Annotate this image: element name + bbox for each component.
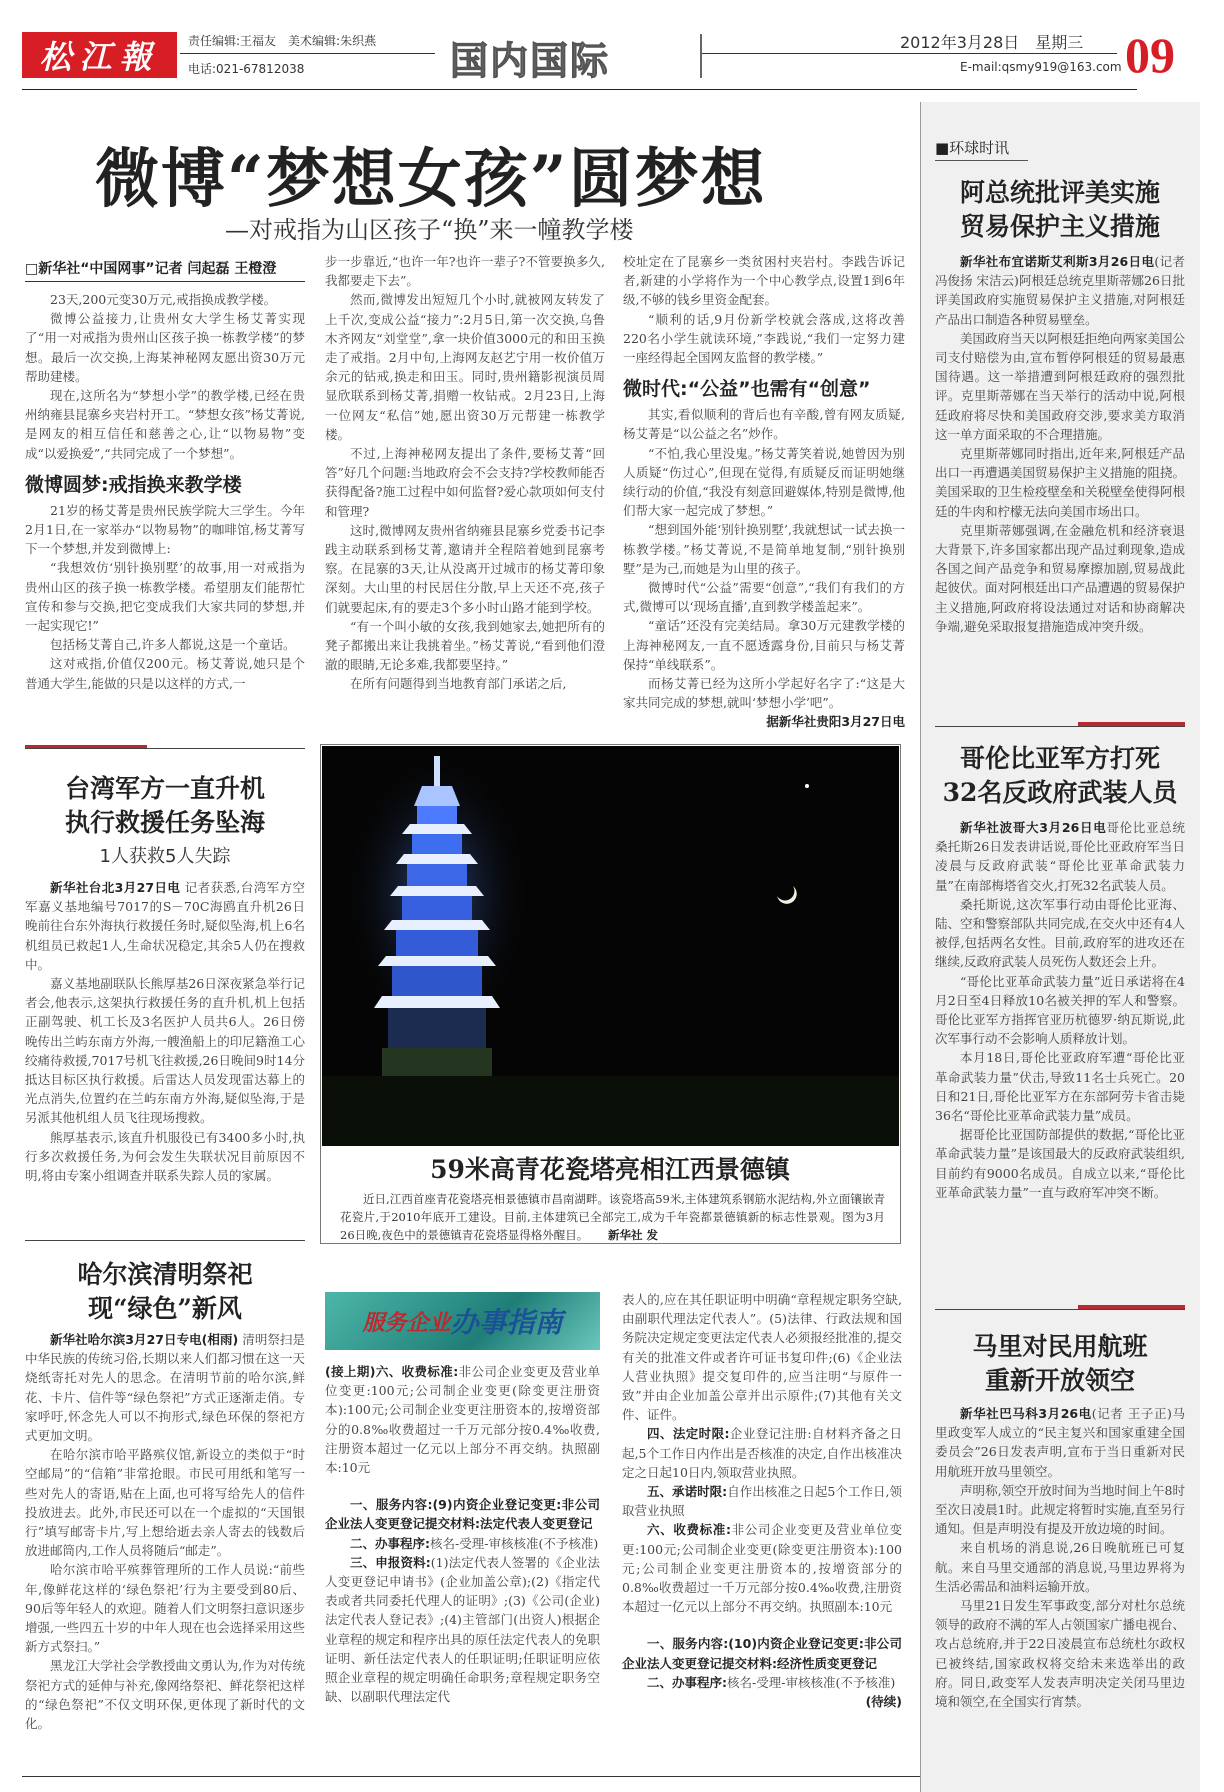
header-divider (180, 53, 435, 54)
story-divider (25, 1240, 305, 1241)
paragraph: 据哥伦比亚国防部提供的数据,“哥伦比亚革命武装力量”是该国最大的反政府武装组织,目前约有9000名成员。自成立以来,“哥伦比亚革命武装力量”一直与政府军冲突不断。 (935, 1127, 1185, 1200)
paragraph: 这对戒指,价值仅200元。杨艾菁说,她只是个普通大学生,能做的只是以这样的方式,一 (25, 656, 305, 691)
service-guide-banner (325, 1292, 600, 1350)
paragraph-text: (记者 冯俊扬 宋洁云)阿根廷总统克里斯蒂娜26日批评美国政府实施贸易保护主义措施,对阿根廷产品出口制造各种贸易壁垒。 (935, 254, 1185, 327)
guide-text: 非公司企业变更及营业单位变更:100元;公司制企业变更(除变更注册资本):100元;公司制企业变更注册资本的,按增资部分的0.8‰收费超过一千万元部分按0.4‰收费,注册资本超过一亿元以上部分不再交纳。执照副本:10元 (622, 1522, 902, 1615)
headline-line: 马里对民用航班 (972, 1332, 1148, 1361)
headline-line: 台湾军方一直升机 (64, 774, 265, 803)
paragraph: 现在,这所名为“梦想小学”的教学楼,已经在贵州纳雍县昆寨乡夹岩村开工。“梦想女孩”杨艾菁说,是网友的相互信任和慈善之心,让“以物易物”变成“以爱换爱”,“共同完成了一个梦想”。 (25, 388, 305, 461)
page-number: 09 (1125, 27, 1175, 83)
pagoda-photo (322, 746, 899, 1146)
argentina-headline (935, 176, 1185, 244)
paragraph: 黑龙江大学社会学教授曲文勇认为,作为对传统祭祀方式的延伸与补充,像网络祭祀、鲜花祭祀这样的“绿色祭祀”不仅文明环保,更体现了新时代的文化。 (25, 1658, 305, 1732)
argentina-body (935, 252, 1185, 636)
taiwan-headline (25, 772, 305, 840)
taiwan-body (25, 878, 305, 1185)
story-divider (25, 748, 305, 749)
guide-item (325, 1495, 600, 1533)
paragraph: 熊厚基表示,该直升机服役已有3400多小时,执行多次救援任务,为何会发生失联状况目前原因不明,将由专案小组调查并联系失踪人员的家属。 (25, 1129, 305, 1184)
paragraph: 桑托斯说,这次军事行动由哥伦比亚海、陆、空和警察部队共同完成,在交火中还有4人被俘,包括两名女性。目前,政府军的进攻还在继续,反政府武装人员死伤人数还会上升。 (935, 896, 1185, 970)
dateline: 新华社巴马科3月26电 (960, 1406, 1092, 1421)
photo-caption (340, 1190, 885, 1244)
paragraph: 美国政府当天以阿根廷拒绝向两家美国公司支付赔偿为由,宣布暂停阿根廷的贸易最惠国待遇。这一举措遭到阿根廷政府的强烈批评。克里斯蒂娜在当天举行的活动中说,阿根廷政府将尽快和美国政府交涉,要求美方取消这一单方面采取的不合理措施。 (935, 330, 1186, 442)
lead-subhead: —对戒指为山区孩子“换”来一幢教学楼 (225, 216, 634, 244)
paragraph: “我想效仿‘别针换别墅’的故事,用一对戒指为贵州山区的孩子换一栋教学楼。希望朋友们能帮忙宣传和参与交换,把它变成我们大家共同的梦想,并一起实现它!” (25, 560, 305, 634)
guide-label: 五、承诺时限: (647, 1484, 728, 1500)
paragraph: 声明称,领空开放时间为当地时间上午8时至次日凌晨1时。此规定将暂时实施,直至另行通知。但是声明没有提及开放边境的时间。 (935, 1482, 1185, 1537)
lead-byline: □新华社“中国网事”记者 闫起磊 王橙澄 (25, 258, 305, 282)
paragraph: 哈尔滨市哈平殡葬管理所的工作人员说:“前些年,像鲜花这样的‘绿色祭祀’行为主要受到80后、90后等年轻人的欢迎。随着人们文明祭扫意识逐步增强,一些四五十岁的中年人现在也会选择采用这些新方式祭扫。” (25, 1562, 305, 1655)
paragraph: 不过,上海神秘网友提出了条件,要杨艾菁“回答”好几个问题:当地政府会不会支持?学校教师能否获得配备?施工过程中如何监督?爱心款项如何支付和管理? (325, 446, 605, 519)
dateline: 新华社台北3月27日电 (50, 880, 181, 895)
paragraph: 23天,200元变30万元,戒指换成教学楼。 (50, 292, 277, 307)
paragraph: 21岁的杨艾菁是贵州民族学院大三学生。今年2月1日,在一家举办“以物易物”的咖啡馆,杨艾菁写下一个梦想,并发到微博上: (25, 502, 305, 557)
guide-label: 四、法定时限: (647, 1426, 730, 1442)
lead-subtitle-1: 微博圆梦:戒指换来教学楼 (25, 473, 242, 496)
dateline: 新华社波哥大3月26日电 (960, 820, 1107, 835)
paragraph (935, 252, 1185, 329)
paragraph: “哥伦比亚革命武装力量”近日承诺将在4月2日至4日释放10名被关押的军人和警察。哥伦比亚军方指挥官亚历杭德罗·纳瓦斯说,此次军事行动不会影响人质释放计划。 (935, 973, 1185, 1047)
paragraph-text: 记者获悉,台湾军方空军嘉义基地编号7017的S－70C海鸥直升机26日晚前往台东外海执行救援任务时,疑似坠海,机上6名机组员已救起1人,生命状况稳定,其余5人仍在搜救中。 (25, 880, 305, 972)
harbin-body (25, 1330, 305, 1733)
bottom-rule (22, 1776, 922, 1777)
paragraph: 包括杨艾菁自己,许多人都说,这是一个童话。 (50, 637, 296, 653)
sidebar-section-label: ■环球时讯 (935, 137, 1028, 161)
colombia-body (935, 818, 1185, 1202)
guide-item (325, 1534, 600, 1553)
guide-text: 核名-受理-审核核准(不予核准) (727, 1674, 896, 1690)
mali-body (935, 1404, 1185, 1711)
paragraph: 微博时代“公益”需要“创意”,“我们有我们的方式,微博可以‘现场直播’,直到教学楼盖起来”。 (623, 580, 905, 615)
paragraph-text: 清明祭扫是中华民族的传统习俗,长期以来人们都习惯在这一天烧纸寄托对先人的思念。在清明节前的哈尔滨,鲜花、卡片、信件等“绿色祭祀”方式正逐渐走俏。专家呼吁,怀念先人可以不拘形式,绿色环保的祭祀方式更加文明。 (25, 1332, 305, 1444)
paragraph: 本月18日,哥伦比亚政府军遭“哥伦比亚革命武装力量”伏击,导致11名士兵死亡。20日和21日,哥伦比亚军方在东部阿劳卡省击毙36名“哥伦比亚革命武装力量”成员。 (935, 1050, 1185, 1124)
headline-line: 阿总统批评美实施 (959, 178, 1160, 207)
paragraph: 马里21日发生军事政变,部分对杜尔总统领导的政府不满的军人占领国家广播电视台、攻占总统府,并于22日凌晨宣布总统杜尔政权已被终结,国家政权将交给未来选举出的政府。同日,政变军人发表声明决定关闭马里边境和领空,在全国实行宵禁。 (935, 1598, 1186, 1710)
paragraph: 在哈尔滨市哈平路殡仪馆,新设立的类似于“时空邮局”的“信箱”非常抢眼。市民可用纸和笔写一些对先人的寄语,贴在上面,也可将写给先人的信件投放进去。此外,市民还可以在一个虚拟的“天国银行”填写邮寄卡片,写上想给逝去亲人寄去的钱数后放进邮筒内,工作人员将随后“邮走”。 (25, 1447, 305, 1559)
photo-credit: 新华社 发 (607, 1228, 658, 1242)
guide-item (325, 1553, 600, 1707)
paragraph: “顺利的话,9月份新学校就会落成,这将改善220名小学生就读环境,”李践说,“我们一定努力建一座经得起全国网友监督的教学楼。” (623, 311, 905, 366)
paragraph: 然而,微博发出短短几个小时,就被网友转发了上千次,变成公益“接力”:2月5日,第一次交换,乌鲁木齐网友“刘堂堂”,拿一块价值3000元的和田玉换走了戒指。2月中旬,上海网友赵艺宁用一枚价值万余元的钻戒,换走和田玉。同时,贵州籍影视演员周显欣联系到杨艾菁,捐赠一枚钻戒。2月23日,上海一位网友“私信”她,愿出资30万元帮建一栋教学楼。 (325, 292, 605, 442)
taiwan-subtitle: 1人获救5人失踪 (99, 846, 231, 867)
guide-text: 非公司企业变更及营业单位变更:100元;公司制企业变更(除变更注册资本):100元;公司制企业变更注册资本的,按增资部分的0.8‰收费超过一千万元部分按0.4‰收费,注册资本超过一亿元以上部分不再交纳。执照副本:10元 (325, 1364, 600, 1476)
lead-credit: 据新华社贵阳3月27日电 (766, 714, 905, 730)
headline-line: 重新开放领空 (984, 1366, 1135, 1395)
dateline: 新华社布宜诺斯艾利斯3月26日电 (960, 254, 1155, 269)
paragraph: “有一个叫小敏的女孩,我到她家去,她把所有的凳子都搬出来让我挑着坐。”杨艾菁说,“看到他们澄澈的眼睛,无论多难,我都要坚持。” (325, 618, 605, 673)
section-divider (700, 34, 702, 78)
headline-line: 现“绿色”新风 (88, 1294, 242, 1323)
paragraph (935, 818, 1185, 895)
porcelain-pagoda-icon (322, 746, 899, 1146)
guide-item (325, 1362, 600, 1477)
mali-headline (935, 1330, 1185, 1398)
to-be-continued: (待续) (865, 1694, 902, 1710)
story-divider (935, 1309, 1185, 1310)
paragraph: 克里斯蒂娜强调,在金融危机和经济衰退大背景下,许多国家都出现产品过剩现象,造成各国之间产品竞争和贸易摩擦加剧,贸易战此起彼伏。面对阿根廷出口产品遭遇的贸易保护主义措施,阿政府将设法通过对话和协商解决争端,避免采取报复措施造成冲突升级。 (935, 522, 1186, 634)
lead-column-2 (325, 252, 605, 694)
guide-text: 表人的,应在其任职证明中明确“章程规定职务空缺,由副职代理法定代表人”。(5)法律、行政法规和国务院决定规定变更法定代表人必须报经批准的,提交有关的批准文件或者许可证书复印件;(6)《企业法人营业执照》提交复印件的,应当注明“与原件一致”并由企业加盖公章并出示原件;(7)其他有关文件、证件。 (622, 1292, 902, 1423)
paragraph: 而杨艾菁已经为这所小学起好名字了:“这是大家共同完成的梦想,就叫‘梦想小学’吧”。 (623, 676, 905, 711)
paragraph: 这时,微博网友贵州省纳雍县昆寨乡党委书记李践主动联系到杨艾菁,邀请并全程陪着她到昆寨考察。在昆寨的3天,让从没离开过城市的杨艾菁印象深刻。大山里的村民居住分散,早上天还不亮,孩子们就要起床,有的要走3个多小时山路才能到学校。 (325, 522, 605, 615)
lead-headline: 微博“梦想女孩”圆梦想 (95, 142, 767, 217)
headline-line: 哥伦比亚军方打死 (959, 744, 1160, 773)
guide-item (622, 1424, 902, 1482)
guide-item (622, 1634, 902, 1672)
guide-text: 企业登记注册:自材料齐备之日起,5个工作日内作出是否核准的决定,自作出核准决定之日起10日内,领取营业执照。 (622, 1426, 902, 1480)
phone-number: 电话:021-67812038 (188, 62, 305, 76)
paragraph: 微博公益接力,让贵州女大学生杨艾菁实现了“用一对戒指为贵州山区孩子换一栋教学楼”的梦想。最后一次交换,上海某神秘网友愿出资30万元帮助建楼。 (25, 311, 305, 384)
banner-blue-text: 办事指南 (450, 1306, 563, 1339)
story-divider (935, 726, 1185, 727)
paragraph: 校址定在了昆寨乡一类贫困村夹岩村。李践告诉记者,新建的小学将作为一个中心教学点,设置1到6年级,不够的钱乡里资金配套。 (623, 254, 905, 308)
lead-column-3 (623, 252, 905, 732)
banner-red-text: 服务企业 (362, 1310, 451, 1336)
section-title: 国内国际 (450, 39, 611, 83)
headline-line: 执行救援任务坠海 (64, 808, 265, 837)
photo-headline: 59米高青花瓷塔亮相江西景德镇 (430, 1155, 790, 1184)
header-divider-right (702, 53, 1117, 54)
service-guide-column-1 (325, 1362, 600, 1706)
paragraph-text: 哥伦比亚总统桑托斯26日发表讲话说,哥伦比亚政府军当日凌晨与反政府武装“哥伦比亚革命武装力量”在南部梅塔省交火,打死32名武装人员。 (935, 820, 1185, 893)
paragraph: 克里斯蒂娜同时指出,近年来,阿根廷产品出口一再遭遇美国贸易保护主义措施的阻挠。美国采取的卫生检疫壁垒和关税壁垒使得阿根廷的牛肉和柠檬无法向美国市场出口。 (935, 446, 1186, 519)
guide-item (622, 1673, 902, 1692)
headline-line: 贸易保护主义措施 (959, 212, 1160, 241)
paragraph (25, 1330, 305, 1445)
guide-item (622, 1290, 902, 1424)
guide-label: (接上期)六、收费标准: (325, 1364, 459, 1379)
guide-text: 自作出核准之日起5个工作日,领取营业执照 (622, 1484, 903, 1519)
editors-credit: 责任编辑:王福友 美术编辑:朱织燕 (188, 34, 377, 48)
paragraph: “童话”还没有完美结局。拿30万元建教学楼的上海神秘网友,一直不愿透露身份,目前只与杨艾菁保持“单线联系”。 (623, 618, 905, 672)
guide-label: 二、办事程序: (647, 1674, 727, 1690)
guide-label: 六、收费标准: (647, 1522, 731, 1538)
paragraph-text: (记者 王子正)马里政变军人成立的“民主复兴和国家重建全国委员会”26日发表声明,宣布于当日重新对民用航班开放马里领空。 (935, 1406, 1185, 1479)
guide-item (622, 1520, 902, 1616)
paragraph: 步一步靠近,“也许一年?也许一辈子?不管要换多久,我都要走下去”。 (325, 254, 605, 289)
service-guide-column-2 (622, 1290, 902, 1711)
guide-label: 一、服务内容:(9)内资企业登记变更:非公司企业法人变更登记提交材料:法定代表人变更登记 (325, 1497, 600, 1532)
lead-subtitle-2: 微时代:“公益”也需有“创意” (623, 378, 871, 401)
masthead-rule (22, 89, 1137, 90)
paragraph (935, 1404, 1185, 1481)
issue-date: 2012年3月28日 星期三 (900, 33, 1084, 52)
lead-column-1 (25, 290, 305, 693)
paragraph: 来自机场的消息说,26日晚航班已可复航。来自马里交通部的消息说,马里边界将为生活必需品和油料运输开放。 (935, 1540, 1185, 1594)
guide-label: 一、服务内容:(10)内资企业登记变更:非公司企业法人变更登记提交材料:经济性质变更登记 (622, 1636, 902, 1671)
newspaper-logo: 松江報 (22, 32, 177, 78)
paragraph: “想到国外能‘别针换别墅’,我就想试一试去换一栋教学楼。”杨艾菁说,不是简单地复制,“别针换别墅”是为己,而她是为山里的孩子。 (623, 522, 905, 576)
guide-text: 核名-受理-审核核准(不予核准) (430, 1535, 599, 1551)
colombia-headline (935, 742, 1185, 810)
paragraph: 在所有问题得到当地教育部门承诺之后, (350, 676, 567, 692)
harbin-headline (25, 1258, 305, 1326)
guide-item (622, 1482, 902, 1520)
paragraph: 其实,看似顺利的背后也有辛酸,曾有网友质疑,杨艾菁是“以公益之名”炒作。 (623, 407, 905, 442)
dateline: 新华社哈尔滨3月27日专电(相雨) (50, 1332, 239, 1347)
headline-line: 32名反政府武装人员 (942, 778, 1178, 807)
paragraph: “不怕,我心里没鬼。”杨艾菁笑着说,她曾因为别人质疑“伤过心”,但现在觉得,有质疑反而证明她继续行动的价值,“我没有刻意回避媒体,特别是微博,他们帮大家一起完成了梦想。” (623, 445, 905, 519)
caption-text: 近日,江西首座青花瓷塔亮相景德镇市昌南湖畔。该瓷塔高59米,主体建筑系钢筋水泥结构,外立面镶嵌青花瓷片,于2010年底开工建设。目前,主体建筑已全部完工,成为千年瓷都景德镇新的标志性景观。图为3月26日晚,夜色中的景德镇青花瓷塔显得格外醒目。 (340, 1192, 885, 1242)
guide-text: (1)法定代表人签署的《企业法人变更登记申请书》(企业加盖公章);(2)《指定代表或者共同委托代理人的证明》;(3)《公司(企业)法定代表人登记表》;(4)主管部门(出资人)根据企业章程的规定和程序出具的原任法定代表人的免职证明、新任法定代表人的任职证明;任职证明应依照企业章程的规定明确任命职务;章程规定职务空缺、以副职代理法定代 (325, 1554, 601, 1705)
guide-label: 二、办事程序: (350, 1535, 430, 1551)
headline-line: 哈尔滨清明祭祀 (77, 1260, 253, 1289)
paragraph (25, 878, 305, 974)
paragraph: 嘉义基地副联队长熊厚基26日深夜紧急举行记者会,他表示,这架执行救援任务的直升机,机上包括正副驾驶、机工长及3名医护人员共6人。26日傍晚传出兰屿东南方外海,一艘渔船上的印尼籍渔工心绞痛待救援,7017号机飞往救援,26日晚间9时14分抵达目标区执行救援。后雷达人员发现雷达幕上的光点消失,位置约在兰屿东南方外海,疑似坠海,于是另派其他机组人员飞往现场搜救。 (25, 976, 305, 1126)
guide-label: 三、申报资料: (350, 1554, 431, 1570)
contact-email[interactable]: E-mail:qsmy919@163.com (960, 60, 1122, 74)
